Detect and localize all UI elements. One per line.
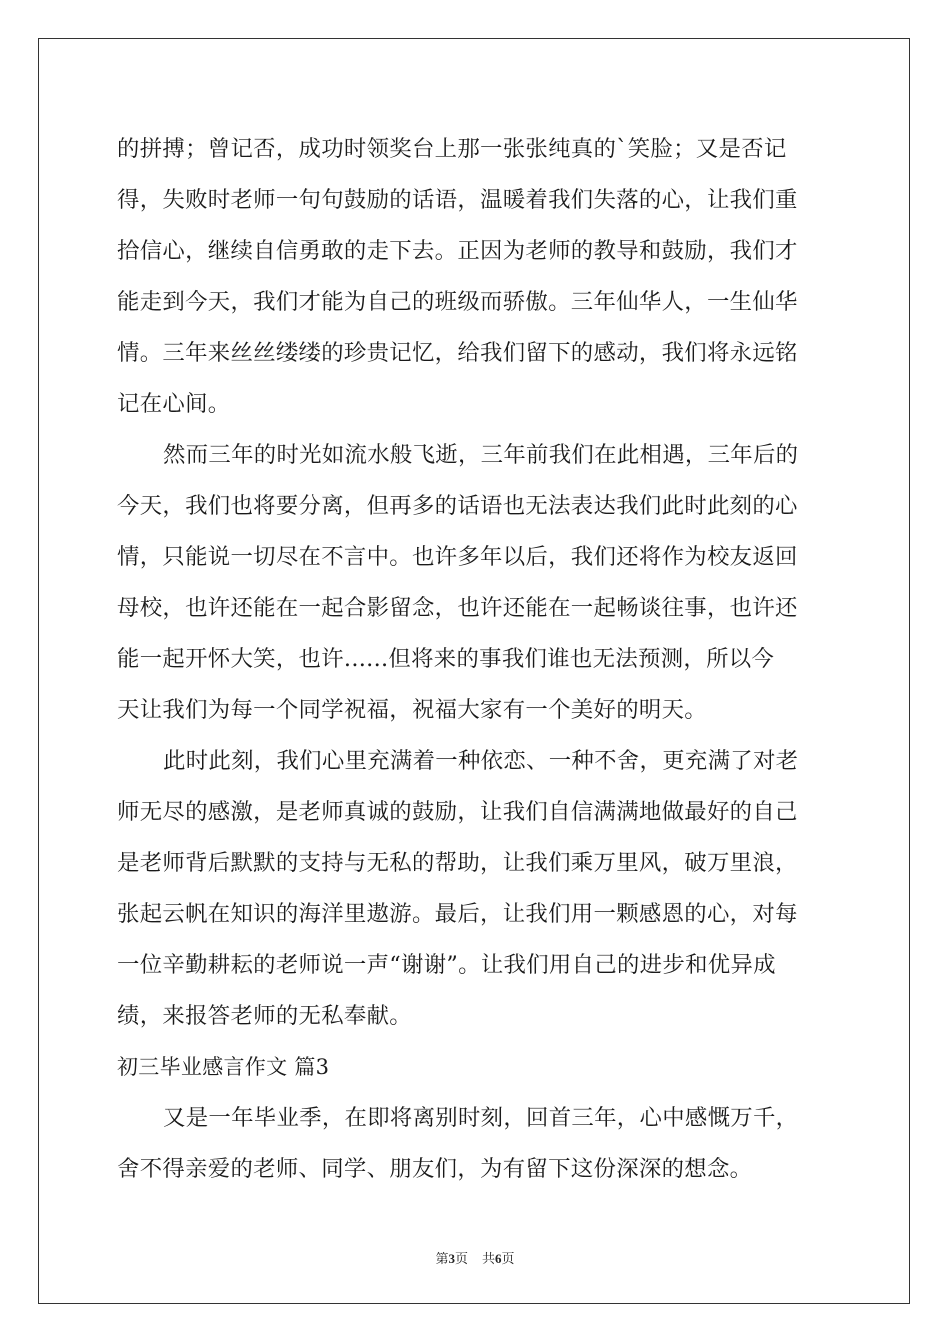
text-line: 情，只能说一切尽在不言中。也许多年以后，我们还将作为校友返回 [117,544,798,570]
text-line: 舍不得亲爱的老师、同学、朋友们，为有留下这份深深的想念。 [117,1156,753,1182]
text-line: 师无尽的感激，是老师真诚的鼓励，让我们自信满满地做最好的自己 [117,799,798,825]
section-heading: 初三毕业感言作文 篇3 [117,1055,330,1079]
text-line: 母校，也许还能在一起合影留念，也许还能在一起畅谈往事，也许还 [117,595,798,621]
text-line: 得，失败时老师一句句鼓励的话语，温暖着我们失落的心，让我们重 [117,187,798,213]
text-line: 绩，来报答老师的无私奉献。 [117,1003,412,1029]
text-line: 情。三年来丝丝缕缕的珍贵记忆，给我们留下的感动，我们将永远铭 [117,340,798,366]
text-line: 能一起开怀大笑，也许......但将来的事我们谁也无法预测，所以今 [117,646,775,672]
total-label-prefix: 共 [482,1251,496,1266]
document-body [117,124,835,1195]
text-line: 一位辛勤耕耘的老师说一声“谢谢”。让我们用自己的进步和优异成 [117,952,776,978]
page-footer [0,1248,950,1267]
text-line: 记在心间。 [117,391,231,417]
paragraph-first-line: 然而三年的时光如流水般飞逝，三年前我们在此相遇，三年后的 [163,442,799,468]
text-line: 拾信心，继续自信勇敢的走下去。正因为老师的教导和鼓励，我们才 [117,238,798,264]
page-label-prefix: 第 [435,1251,449,1266]
total-pages: 6 [495,1251,502,1266]
text-line: 是老师背后默默的支持与无私的帮助，让我们乘万里风，破万里浪， [117,850,798,876]
text-line: 张起云帆在知识的海洋里遨游。最后，让我们用一颗感恩的心，对每 [117,901,798,927]
page-number: 3 [448,1251,455,1266]
text-line: 能走到今天，我们才能为自己的班级而骄傲。三年仙华人，一生仙华 [117,289,798,315]
total-label-suffix: 页 [501,1251,515,1266]
page-label-suffix: 页 [454,1251,468,1266]
text-line: 天让我们为每一个同学祝福，祝福大家有一个美好的明天。 [117,697,707,723]
paragraph-first-line: 又是一年毕业季，在即将离别时刻，回首三年，心中感慨万千， [163,1105,799,1131]
text-line: 的拼搏；曾记否，成功时领奖台上那一张张纯真的`笑脸；又是否记 [117,136,787,162]
paragraph-first-line: 此时此刻，我们心里充满着一种依恋、一种不舍，更充满了对老 [163,748,799,774]
text-line: 今天，我们也将要分离，但再多的话语也无法表达我们此时此刻的心 [117,493,798,519]
